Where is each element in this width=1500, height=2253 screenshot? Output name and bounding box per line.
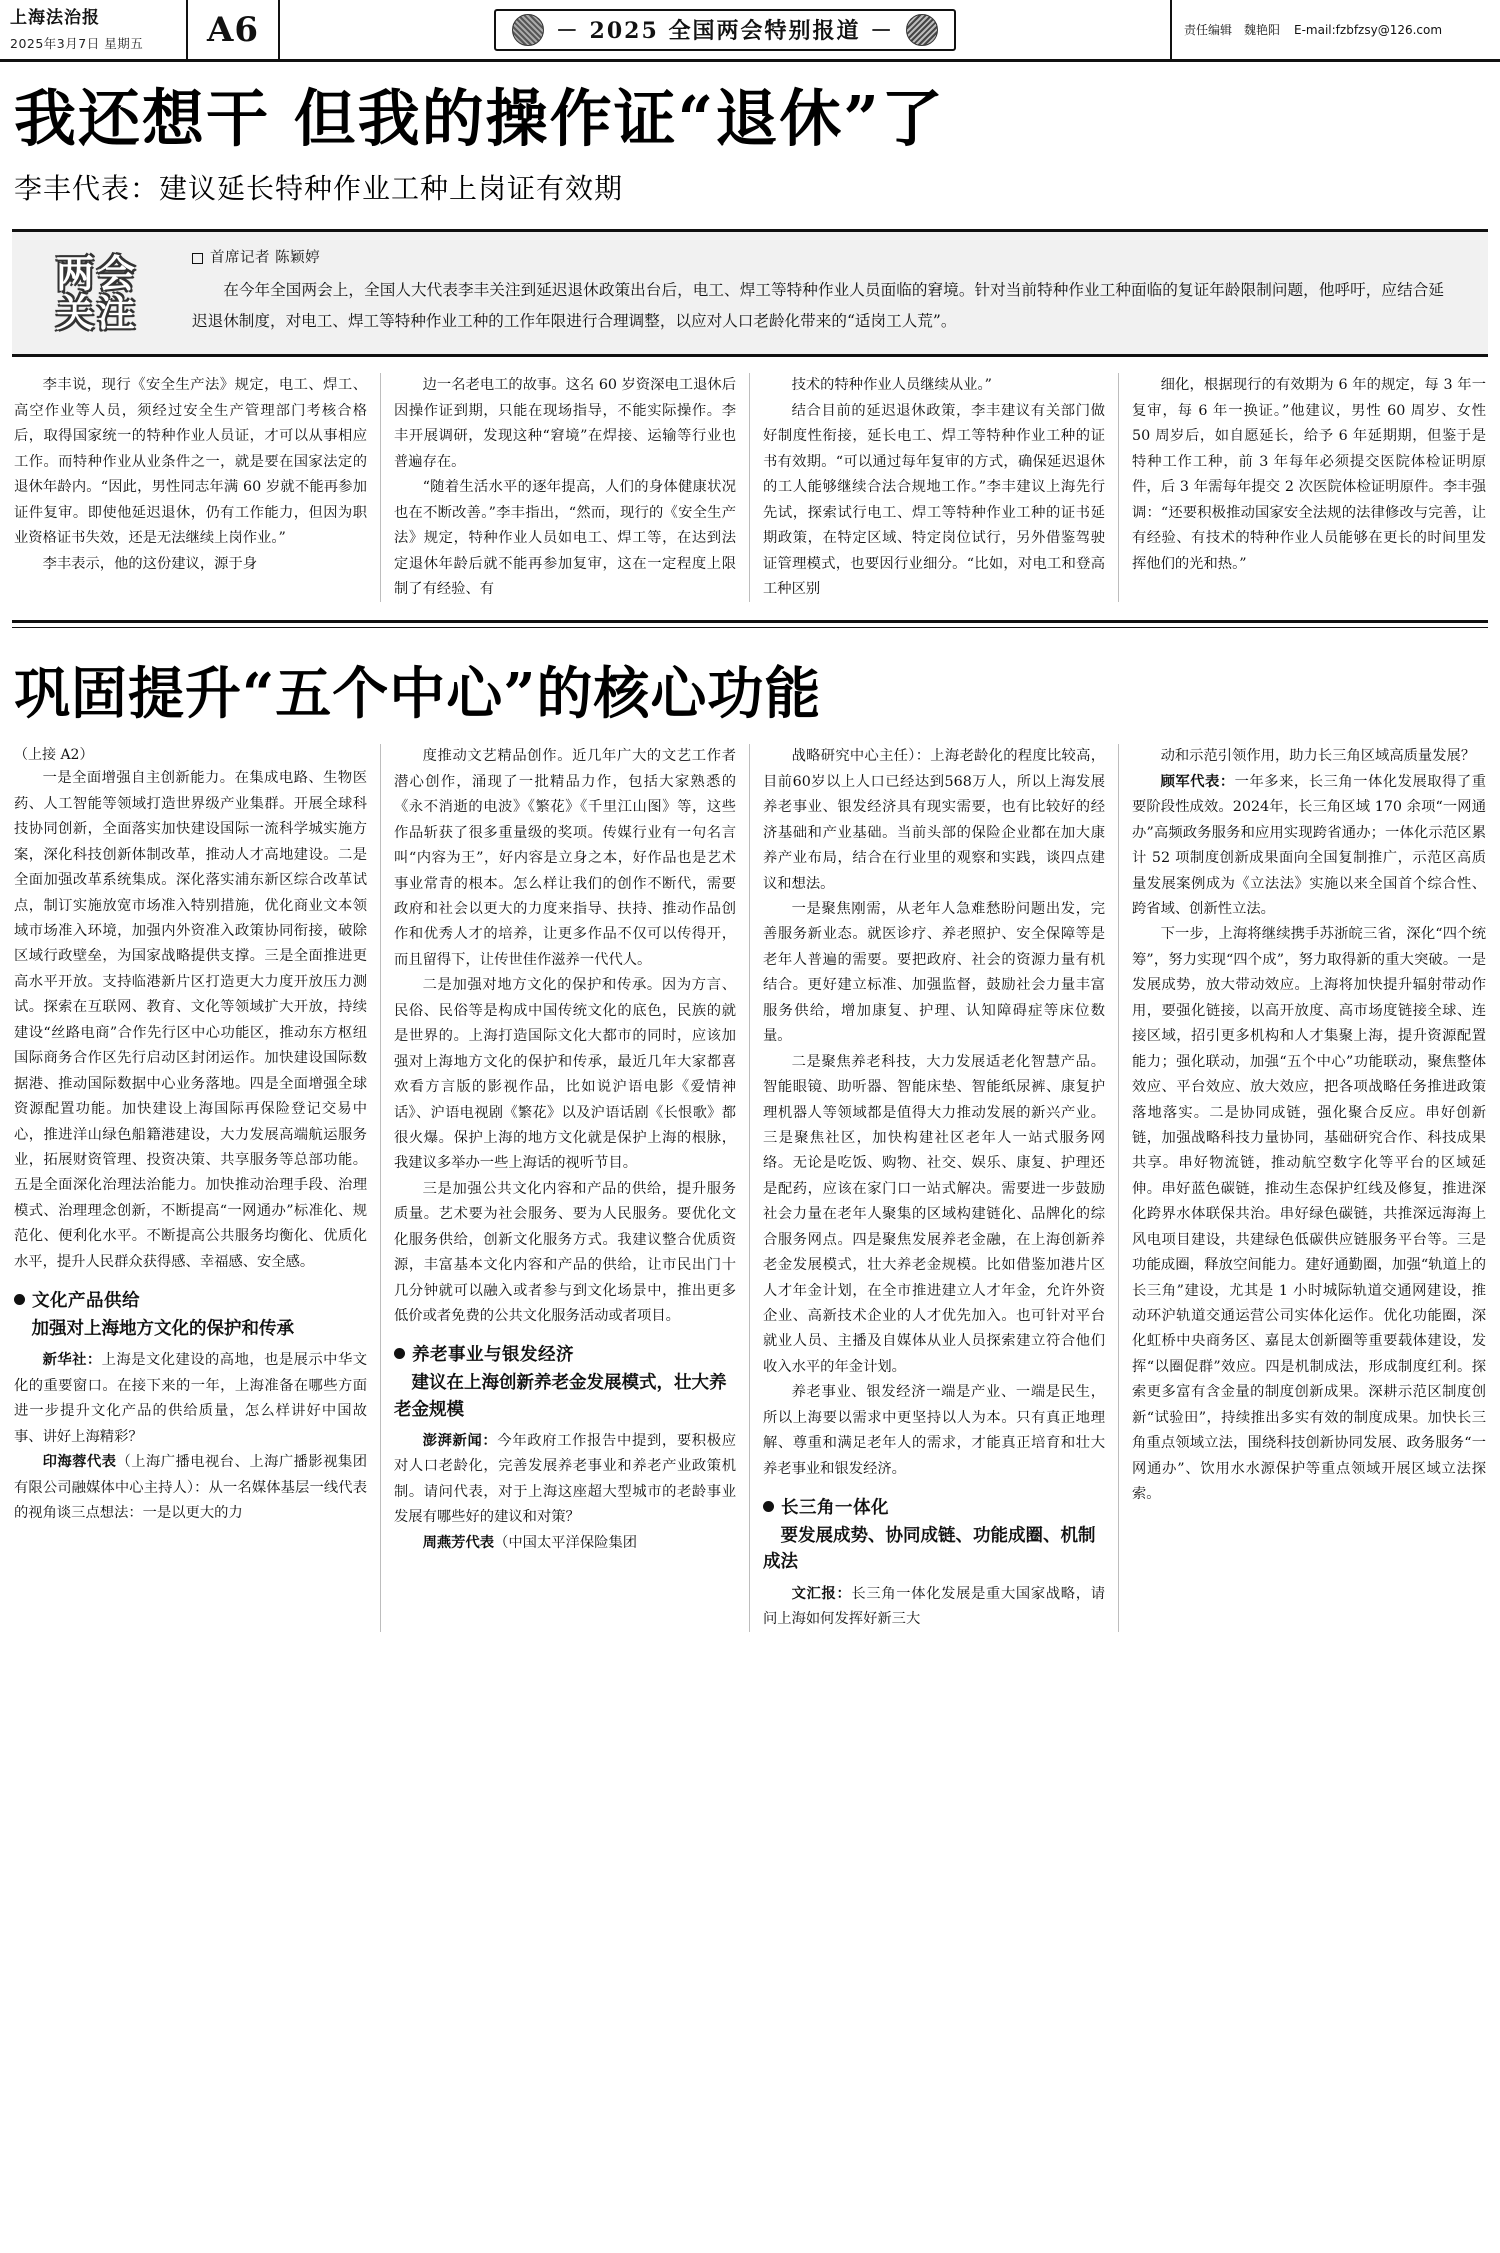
paragraph: “随着生活水平的逐年提高，人们的身体健康状况也在不断改善。”李丰指出，“然而，现行的《安全生产法》规定，特种作业人员如电工、焊工等，在达到法定退休年龄后就不能再参加复审，这在一定程度上限制了有经验、有 [394, 479, 736, 597]
article1-column-1 [12, 373, 381, 602]
jump-note: （上接 A2） [14, 747, 94, 764]
paragraph [394, 1429, 736, 1531]
masthead-left [0, 0, 188, 59]
editor-email: E-mail:fzbfzsy@126.com [1294, 22, 1443, 37]
paragraph: 战略研究中心主任）：上海老龄化的程度比较高，目前60岁以上人口已经达到568万人，所以上海发展养老事业、银发经济具有现实需要，也有比较好的经济基础和产业基础。当前头部的保险企业都在加大康养产业布局，结合在行业里的观察和实践，谈四点建议和想法。 [763, 748, 1105, 892]
special-report-banner [494, 9, 956, 51]
subsection-subtitle: 加强对上海地方文化的保护和传承 [31, 1319, 294, 1340]
paragraph: 一是全面增强自主创新能力。在集成电路、生物医药、人工智能等领域打造世界级产业集群。开展全球科技协同创新，全面落实加快建设国际一流科学城实施方案，深化科技创新体制改革，推动人才高地建设。二是全面加强改革系统集成。深化落实浦东新区综合改革试点，制订实施放宽市场准入特别措施，优化商业文本领域市场准入环境，加强内外资准入政策协同衔接，破除区域行政壁垒，为国家战略提供支撑。三是全面推进更高水平开放。支持临港新片区打造更大力度开放压力测试。探索在互联网、教育、文化等领域扩大开放，持续建设“丝路电商”合作先行区中心功能区，推动东方枢纽国际商务合作区先行启动区封闭运作。加快建设国际数据港、推动国际数据中心业务落地。四是全面增强全球资源配置功能。加快建设上海国际再保险登记交易中心，推进洋山绿色船籍港建设，大力发展高端航运服务业，拓展财资管理、投资决策、共享服务等总部功能。五是全面深化治理法治能力。加快推动治理手段、治理模式、治理理念创新，不断提高“一网通办”标准化、规范化、便利化水平。不断提高公共服务均衡化、优质化水平，提升人民群众获得感、幸福感、安全感。 [14, 770, 367, 1270]
paragraph: 技术的特种作业人员继续从业。” [791, 377, 992, 394]
question-source: 文汇报： [791, 1585, 852, 1602]
paragraph: 二是聚焦养老科技，大力发展适老化智慧产品。智能眼镜、助听器、智能床垫、智能纸尿裤、康复护理机器人等领域都是值得大力推动发展的新兴产业。三是聚焦社区，加快构建社区老年人一站式服务网络。无论是吃饭、购物、社交、娱乐、康复、护理还是配药，应该在家门口一站式解决。需要进一步鼓励社会力量在老年人聚集的区域构建链化、品牌化的综合服务网点。四是聚焦发展养老金融，在上海创新养老金发展模式，壮大养老金规模。比如借鉴加港片区人才年金计划，在全市推进建立人才年金，允许外资企业、高新技术企业的人才优先加入。也可针对平台就业人员、主播及自媒体从业人员探索建立符合他们收入水平的年金计划。 [763, 1053, 1105, 1375]
article2-col2-qa [394, 1429, 736, 1556]
question-text: 长三角一体化发展是重大国家战略，请问上海如何发挥好新三大 [763, 1585, 1106, 1627]
paragraph: 一是聚焦刚需，从老年人急难愁盼问题出发，完善服务新业态。就医诊疗、养老照护、安全保障等是老年人普遍的需要。要把政府、社会的资源力量有机结合。更好建立标准、加强监督，鼓励社会力量丰富服务供给，增加康复、护理、认知障碍症等床位数量。 [763, 901, 1105, 1045]
paragraph: 李丰说，现行《安全生产法》规定，电工、焊工、高空作业等人员，须经过安全生产管理部门考核合格后，取得国家统一的特种作业人员证，才可以从事相应工作。而特种作业从业条件之一，就是要在国家法定的退休年龄内。“因此，男性同志年满 60 岁就不能再参加证件复审。即使他延迟退休，仍有工作能力，但因为职业资格证书失效，还是无法继续上岗作业。” [14, 377, 367, 547]
section-logo [12, 232, 182, 354]
paragraph: 边一名老电工的故事。这名 60 岁资深电工退休后因操作证到期，只能在现场指导，不能实际操作。李丰开展调研，发现这种“窘境”在焊接、运输等行业也普遍存在。 [394, 377, 736, 470]
article1-col4-body [1132, 373, 1486, 577]
byline-box-icon [192, 253, 203, 264]
article2-columns [12, 744, 1488, 1632]
paragraph: 细化，根据现行的有效期为 6 年的规定，每 3 年一复审，每 6 年一换证。”他建议，男性 60 周岁、女性 50 周岁后，如自愿延长，给予 6 年延期期，但鉴于是特种工作工种，前 3 年每年必须提交医院体检证明原件，后 3 年需每年提交 2 次医院体检证明原件。李丰强调：“还要积极推动国家安全法规的法律修改与完善，让有经验、有技术的特种作业人员能够在更长的时间里发挥他们的光和热。” [1132, 377, 1486, 572]
page-number: A6 [188, 0, 280, 59]
responsible-editor: 责任编辑 魏艳阳 [1184, 23, 1281, 37]
article1-col2-body [394, 373, 736, 602]
question-source: 新华社： [42, 1352, 102, 1369]
paragraph: 结合目前的延迟退休政策，李丰建议有关部门做好制度性衔接，延长电工、焊工等特种作业工种的证书有效期。“可以通过每年复审的方式，确保延迟退休的工人能够继续合法合规地工作。”李丰建议上海先行先试，探索试行电工、焊工等特种作业工种的证书延期政策，在特定区域、特定岗位试行，另外借鉴驾驶证管理模式，也要因行业细分。“比如，对电工和登高工种区别 [763, 402, 1105, 597]
section-logo-line2: 关注 [55, 290, 138, 336]
paragraph: 动和示范引领作用，助力长三角区域高质量发展？ [1160, 748, 1476, 765]
answer-speaker: 顾军代表： [1160, 773, 1235, 790]
article1-column-3 [750, 373, 1119, 602]
question-text: 今年政府工作报告中提到，要积极应对人口老龄化，完善发展养老事业和养老产业政策机制。请问代表，对于上海这座超大型城市的老龄事业发展有哪些好的建议和对策？ [394, 1432, 737, 1526]
bullet-dot-icon [394, 1348, 405, 1359]
lead-body [182, 232, 1488, 354]
article2-col3-body [763, 744, 1105, 1482]
article2-headline: 巩固提升“五个中心”的核心功能 [14, 661, 822, 728]
paragraph [1132, 770, 1486, 923]
publication-date: 2025年3月7日 星期五 [10, 36, 144, 52]
paragraph: 度推动文艺精品创作。近几年广大的文艺工作者潜心创作，涌现了一批精品力作，包括大家熟悉的《永不消逝的电波》《繁花》《千里江山图》等，这些作品斩获了很多重量级的奖项。传媒行业有一句名言叫“内容为王”，好内容是立身之本，好作品也是艺术事业常青的根本。怎么样让我们的创作不断代，需要政府和社会以更大的力度来指导、扶持、推动作品创作和优秀人才的培养，让更多作品不仅可以传得开，而且留得下，让传世佳作滋养一代代人。 [394, 748, 736, 968]
article1-headline: 我还想干 但我的操作证“退休”了 [14, 82, 945, 155]
subsection-heading-elderly [394, 1341, 736, 1366]
article1-col3-body [763, 373, 1105, 602]
masthead-right [1170, 0, 1500, 59]
answer-text: 一年多来，长三角一体化发展取得了重要阶段性成效。2024年，长三角区域 170 余项“一网通办”高频政务服务和应用实现跨省通办；一体化示范区累计 52 项制度创新成果面向全国复制推广，示范区高质量发展案例成为《立法法》实施以来全国首个综合性、跨省域、创新性立法。 [1132, 773, 1487, 917]
subsection-heading-yangtze [763, 1494, 1105, 1519]
question-source: 澎湃新闻： [422, 1432, 498, 1449]
paragraph [763, 1582, 1105, 1633]
subsection-title: 长三角一体化 [781, 1498, 889, 1519]
subsection-subtitle: 要发展成势、协同成链、功能成圈、机制成法 [763, 1526, 1096, 1573]
article2-col1-qa [14, 1348, 367, 1526]
article-divider [12, 620, 1488, 628]
article1-headline-block [0, 62, 1500, 211]
article1-column-2 [381, 373, 750, 602]
article2-col4-body [1132, 744, 1486, 1507]
lead-paragraph: 在今年全国两会上，全国人大代表李丰关注到延迟退休政策出台后，电工、焊工等特种作业人员面临的窘境。针对当前特种作业工种面临的复证年龄限制问题，他呼吁，应结合延迟退休制度，对电工、焊工等特种作业工种的工作年限进行合理调整，以应对人口老龄化带来的“适岗工人荒”。 [192, 281, 1444, 330]
answer-speaker: 印海蓉代表 [42, 1454, 117, 1471]
article2-col1-body [14, 766, 367, 1275]
answer-text: （中国太平洋保险集团 [494, 1534, 638, 1551]
subsection-title: 养老事业与银发经济 [412, 1345, 574, 1366]
byline-text: 首席记者 陈颖婷 [210, 250, 321, 267]
paragraph [14, 1348, 367, 1450]
answer-text: （上海广播电视台、上海广播影视集团有限公司融媒体中心主持人）：从一名媒体基层一线代表的视角谈三点想法：一是以更大的力 [14, 1454, 368, 1521]
article1-subheadline: 李丰代表：建议延长特种作业工种上岗证有效期 [14, 172, 624, 206]
national-emblem-icon [512, 14, 544, 46]
article2-column-1 [12, 744, 381, 1632]
article1-col1-body [14, 373, 367, 577]
article2-col2-body [394, 744, 736, 1329]
paragraph: 下一步，上海将继续携手苏浙皖三省，深化“四个统筹”，努力实现“四个成”，努力取得新的重大突破。一是发展成势，放大带动效应。上海将加快提升辐射带动作用，要强化链接，以高开放度、高市场度链接全球、连接区域，招引更多机构和人才集聚上海，提升资源配置能力；强化联动，加强“五个中心”功能联动，聚焦整体效应、平台效应、放大效应，把各项战略任务推进政策落地落实。二是协同成链，强化聚合反应。串好创新链，加强战略科技力量协同，基础研究合作、科技成果共享。串好物流链，推动航空数字化等平台的区域延伸。串好蓝色碳链，推动生态保护红线及修复，推进深化跨界水体联保共治。串好绿色碳链，共推深远海海上风电项目建设，共建绿色低碳供应链服务平台等。三是功能成圈，释放空间能力。建好通勤圈，加强“轨道上的长三角”建设，尤其是 1 小时城际轨道交通网建设，推动环沪轨道交通运营公司实体化运作。优化功能圈，深化虹桥中央商务区、嘉昆太创新圈等重要载体建设，发挥“以圈促群”效应。四是机制成法，形成制度红利。探索更多富有含金量的制度创新成果。深耕示范区制度创新“试验田”，持续推出多实有效的制度成果。加快长三角重点领域立法，围绕科技创新协同发展、政务服务“一网通办”、饮用水水源保护等重点领域开展区域立法探索。 [1132, 926, 1486, 1503]
subsection-title: 文化产品供给 [32, 1291, 140, 1312]
masthead-center [280, 0, 1170, 59]
lead-block [12, 232, 1488, 357]
bullet-dot-icon [14, 1294, 25, 1305]
article1-column-4 [1119, 373, 1488, 602]
byline [192, 246, 1454, 267]
paragraph: 三是加强公共文化内容和产品的供给，提升服务质量。艺术要为社会服务、要为人民服务。要优化文化服务供给，创新文化服务方式。我建议整合优质资源，丰富基本文化内容和产品的供给，让市民出门十几分钟就可以融入或者参与到文化场景中，推出更多低价或者免费的公共文化服务活动或者项目。 [394, 1180, 736, 1324]
paragraph: 李丰表示，他的这份建议，源于身 [42, 555, 258, 572]
masthead [0, 0, 1500, 62]
answer-speaker: 周燕芳代表 [422, 1534, 495, 1551]
article2-col3-qa [763, 1582, 1105, 1633]
paragraph [14, 1450, 367, 1526]
subsection-heading-culture [14, 1287, 367, 1312]
article2-column-4 [1119, 744, 1488, 1632]
paragraph: 养老事业、银发经济一端是产业、一端是民生，所以上海要以需求中更坚持以人为本。只有真正地理解、尊重和满足老年人的需求，才能真正培育和壮大养老事业和银发经济。 [763, 1384, 1105, 1477]
article2-column-2 [381, 744, 750, 1632]
paragraph [394, 1531, 736, 1556]
great-hall-icon [906, 14, 938, 46]
article2-column-3 [750, 744, 1119, 1632]
banner-title: － 2025 全国两会特别报道 － [555, 18, 895, 44]
section-logo-text [55, 250, 138, 336]
paper-name: 上海法治报 [10, 7, 100, 28]
article1-columns [12, 373, 1488, 602]
subsection-subtitle: 建议在上海创新养老金发展模式，壮大养老金规模 [394, 1373, 727, 1420]
section-logo-line1: 两会 [55, 250, 138, 296]
question-text: 上海是文化建设的高地，也是展示中华文化的重要窗口。在接下来的一年，上海准备在哪些方面进一步提升文化产品的供给质量，怎么样讲好中国故事、讲好上海精彩？ [14, 1352, 368, 1445]
paragraph: 二是加强对地方文化的保护和传承。因为方言、民俗、民俗等是构成中国传统文化的底色，民族的就是世界的。上海打造国际文化大都市的同时，应该加强对上海地方文化的保护和传承，最近几年大家都喜欢看方言版的影视作品，比如说沪语电影《爱情神话》、沪语电视剧《繁花》以及沪语话剧《长恨歌》都很火爆。保护上海的地方文化就是保护上海的根脉，我建议多举办一些上海话的视听节目。 [394, 977, 736, 1172]
bullet-dot-icon [763, 1501, 774, 1512]
